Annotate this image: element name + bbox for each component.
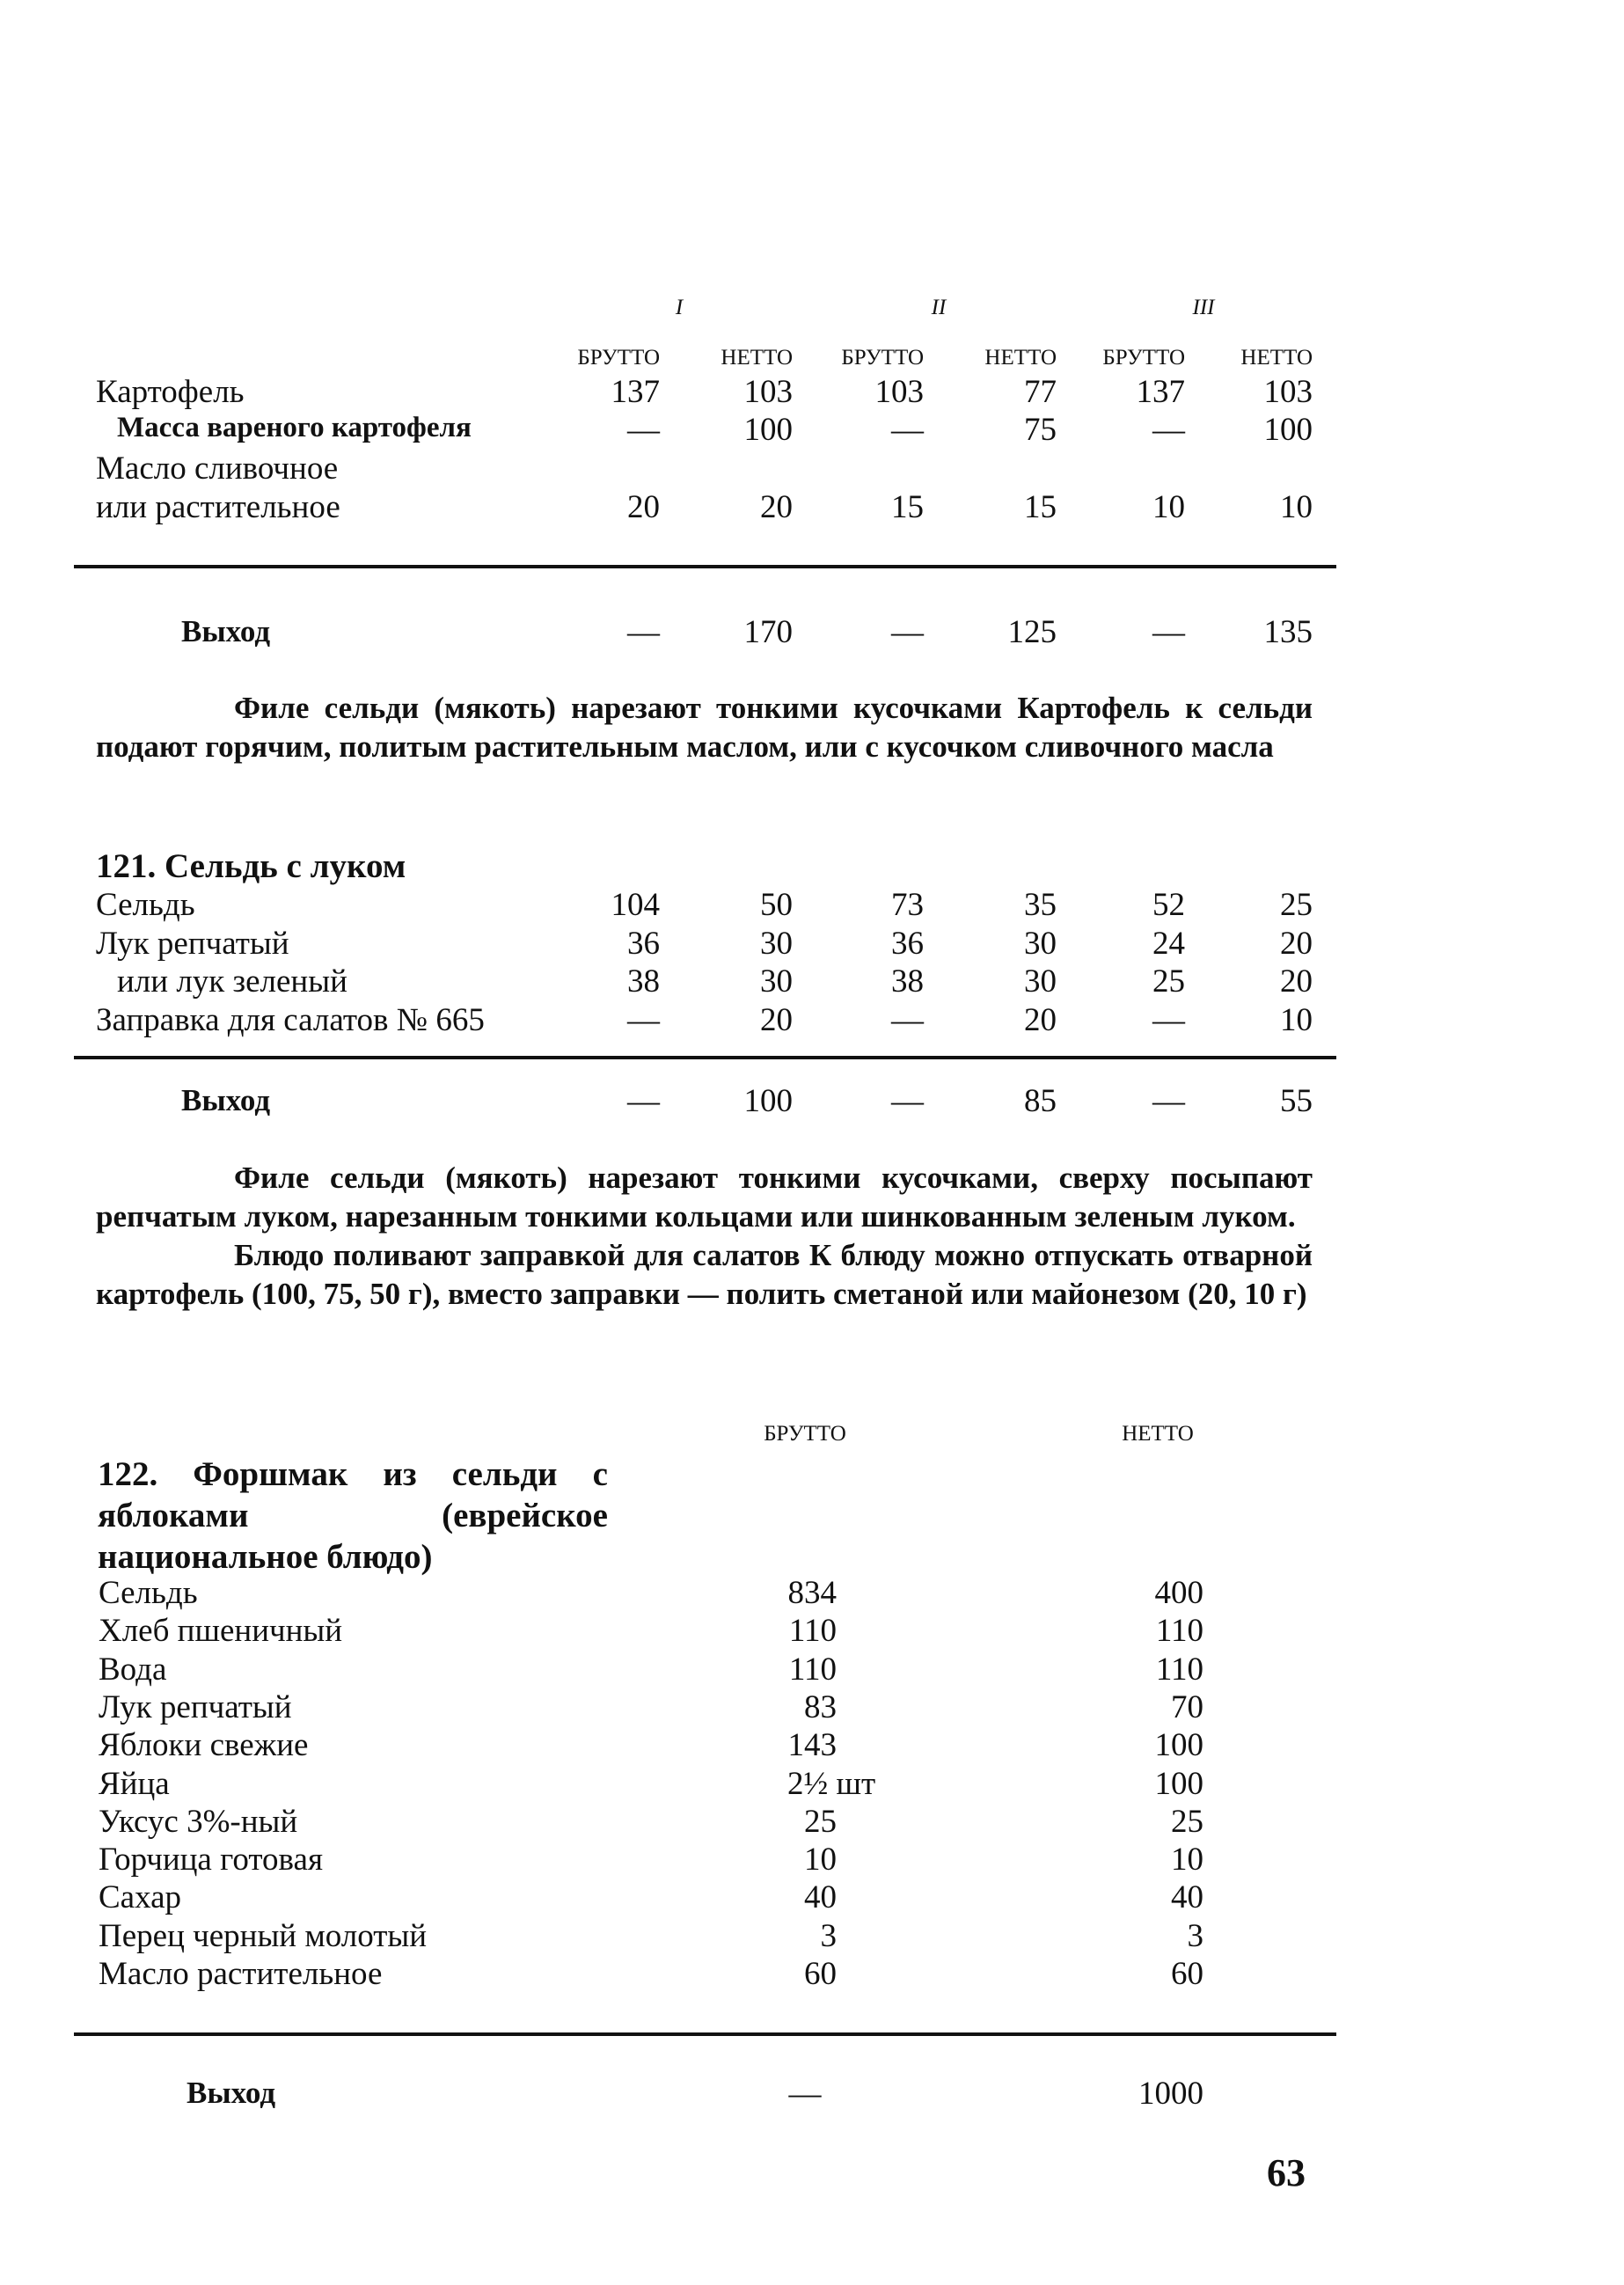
yield-label: Выход bbox=[187, 2076, 276, 2110]
cell-value: 3 bbox=[820, 1917, 837, 1954]
yield-value: 135 bbox=[1263, 614, 1313, 650]
cell-value: 35 bbox=[1024, 887, 1057, 923]
cell-value: 30 bbox=[1024, 926, 1057, 962]
cell-value: 20 bbox=[1024, 1002, 1057, 1038]
cell-value: — bbox=[891, 412, 924, 448]
yield-value: — bbox=[627, 614, 660, 650]
page-number: 63 bbox=[1267, 2151, 1306, 2194]
cell-value: 110 bbox=[788, 1613, 837, 1650]
cell-value: 100 bbox=[743, 412, 793, 448]
cell-value: 10 bbox=[1152, 489, 1185, 525]
row-label: Яйца bbox=[99, 1765, 170, 1802]
cell-value: 24 bbox=[1152, 926, 1185, 962]
cell-value: — bbox=[1152, 412, 1185, 448]
row-label: Перец черный молотый bbox=[99, 1917, 428, 1954]
cell-value: — bbox=[627, 412, 660, 448]
cell-value: 25 bbox=[1280, 887, 1313, 923]
yield-value: — bbox=[1152, 1083, 1185, 1119]
column-header: БРУТТО bbox=[841, 346, 924, 370]
cell-value: 10 bbox=[804, 1842, 837, 1879]
cell-value: 30 bbox=[760, 963, 793, 1000]
table-divider bbox=[74, 2032, 1336, 2036]
cell-value: 20 bbox=[1280, 963, 1313, 1000]
cell-value: 110 bbox=[1155, 1651, 1203, 1688]
cell-value: 73 bbox=[891, 887, 924, 923]
table-divider bbox=[74, 565, 1336, 568]
column-header: НЕТТО bbox=[1240, 346, 1313, 370]
cell-value: — bbox=[891, 1002, 924, 1038]
recipe-note bbox=[96, 689, 1313, 766]
note-paragraph: Блюдо поливают заправкой для салатов К блюду можно отпускать отварной картофель (100, 75, 50 г), вместо заправки — полить сметаной или майонезом (20, 10 г) bbox=[96, 1238, 1313, 1311]
yield-value: 170 bbox=[743, 614, 793, 650]
cell-value: 100 bbox=[1263, 412, 1313, 448]
cell-value: — bbox=[1152, 1002, 1185, 1038]
cell-value: 15 bbox=[891, 489, 924, 525]
row-label: Лук репчатый bbox=[99, 1688, 292, 1725]
cell-value: 137 bbox=[611, 374, 660, 410]
cell-value: 20 bbox=[627, 489, 660, 525]
cell-value: 25 bbox=[804, 1803, 837, 1840]
cell-value: 100 bbox=[1154, 1727, 1203, 1764]
cell-value: 143 bbox=[787, 1727, 837, 1764]
cell-value: 50 bbox=[760, 887, 793, 923]
cell-value: 104 bbox=[611, 887, 660, 923]
cell-value: 40 bbox=[1171, 1879, 1203, 1916]
cell-value: 400 bbox=[1154, 1575, 1203, 1611]
yield-value: 1000 bbox=[1138, 2076, 1203, 2112]
row-label: Масло сливочное bbox=[96, 450, 339, 487]
row-label: Картофель bbox=[96, 374, 245, 410]
table-divider bbox=[74, 1056, 1336, 1059]
cell-value: 137 bbox=[1136, 374, 1185, 410]
cell-value: 110 bbox=[1155, 1613, 1203, 1650]
cell-value: 15 bbox=[1024, 489, 1057, 525]
row-label: Масса вареного картофеля bbox=[117, 412, 472, 443]
cell-value: 60 bbox=[804, 1956, 837, 1992]
cell-value: 3 bbox=[1187, 1917, 1203, 1954]
row-label: Хлеб пшеничный bbox=[99, 1613, 343, 1650]
column-header: НЕТТО bbox=[984, 346, 1057, 370]
cell-value: 38 bbox=[891, 963, 924, 1000]
yield-value: 85 bbox=[1024, 1083, 1057, 1119]
cell-value: 20 bbox=[760, 1002, 793, 1038]
row-label: или лук зеленый bbox=[117, 963, 347, 1000]
column-header: БРУТТО bbox=[577, 346, 660, 370]
yield-value: — bbox=[891, 614, 924, 650]
cell-value: 10 bbox=[1280, 1002, 1313, 1038]
cell-value: 77 bbox=[1024, 374, 1057, 410]
row-label: Заправка для салатов № 665 bbox=[96, 1002, 485, 1038]
row-label: Сельдь bbox=[99, 1575, 198, 1611]
cell-value: 20 bbox=[760, 489, 793, 525]
row-label: Сельдь bbox=[96, 887, 195, 923]
cell-value: 103 bbox=[874, 374, 924, 410]
recipe-title: 122. Форшмак из сельди с яблоками (еврейское национальное блюдо) bbox=[98, 1455, 608, 1576]
column-header: НЕТТО bbox=[721, 346, 793, 370]
cell-value: 103 bbox=[743, 374, 793, 410]
row-label: или растительное bbox=[96, 489, 340, 525]
row-label: Сахар bbox=[99, 1879, 182, 1916]
cell-value: 30 bbox=[1024, 963, 1057, 1000]
yield-value: — bbox=[891, 1083, 924, 1119]
row-label: Яблоки свежие bbox=[99, 1727, 309, 1764]
cell-value: 110 bbox=[788, 1651, 837, 1688]
column-group-label: III bbox=[1192, 296, 1215, 319]
yield-label: Выход bbox=[181, 1083, 271, 1117]
row-label: Уксус 3%-ный bbox=[99, 1803, 298, 1840]
yield-value: 55 bbox=[1280, 1083, 1313, 1119]
cell-value: 52 bbox=[1152, 887, 1185, 923]
cell-value: 70 bbox=[1171, 1688, 1203, 1725]
yield-value: — bbox=[1152, 614, 1185, 650]
cell-value: 834 bbox=[787, 1575, 837, 1611]
cell-value: 103 bbox=[1263, 374, 1313, 410]
cell-value: 36 bbox=[627, 926, 660, 962]
row-label: Масло растительное bbox=[99, 1956, 383, 1992]
row-label: Вода bbox=[99, 1651, 167, 1688]
cell-value: 25 bbox=[1152, 963, 1185, 1000]
note-paragraph: Филе сельди (мякоть) нарезают тонкими кусочками, сверху посыпают репчатым луком, нарезанным тонкими кольцами или шинкованным зеленым луком. bbox=[96, 1161, 1313, 1234]
column-header: НЕТТО bbox=[1122, 1422, 1194, 1446]
cell-value: 10 bbox=[1280, 489, 1313, 525]
column-group-label: I bbox=[675, 296, 684, 319]
cell-value: 60 bbox=[1171, 1956, 1203, 1992]
cell-value: 36 bbox=[891, 926, 924, 962]
cell-value: 20 bbox=[1280, 926, 1313, 962]
cell-value: 100 bbox=[1154, 1765, 1203, 1802]
yield-value: — bbox=[788, 2076, 822, 2112]
yield-value: 100 bbox=[743, 1083, 793, 1119]
note-paragraph: Филе сельди (мякоть) нарезают тонкими кусочками Картофель к сельди подают горячим, политым растительным маслом, или с кусочком сливочного масла bbox=[96, 691, 1313, 764]
column-header: БРУТТО bbox=[764, 1422, 846, 1446]
cell-value: — bbox=[627, 1002, 660, 1038]
yield-label: Выход bbox=[181, 614, 271, 648]
cell-value: 38 bbox=[627, 963, 660, 1000]
yield-value: 125 bbox=[1007, 614, 1057, 650]
cell-value: 40 bbox=[804, 1879, 837, 1916]
recipe-note bbox=[96, 1159, 1313, 1314]
cell-value: 10 bbox=[1171, 1842, 1203, 1879]
recipe-title: 121. Сельдь с луком bbox=[96, 847, 406, 885]
column-header: БРУТТО bbox=[1102, 346, 1185, 370]
cell-value: 2½ шт bbox=[787, 1765, 876, 1802]
row-label: Лук репчатый bbox=[96, 926, 289, 962]
cell-value: 30 bbox=[760, 926, 793, 962]
column-group-label: II bbox=[931, 296, 947, 319]
yield-value: — bbox=[627, 1083, 660, 1119]
cell-value: 75 bbox=[1024, 412, 1057, 448]
row-label: Горчица готовая bbox=[99, 1842, 323, 1879]
cell-value: 25 bbox=[1171, 1803, 1203, 1840]
cell-value: 83 bbox=[804, 1688, 837, 1725]
